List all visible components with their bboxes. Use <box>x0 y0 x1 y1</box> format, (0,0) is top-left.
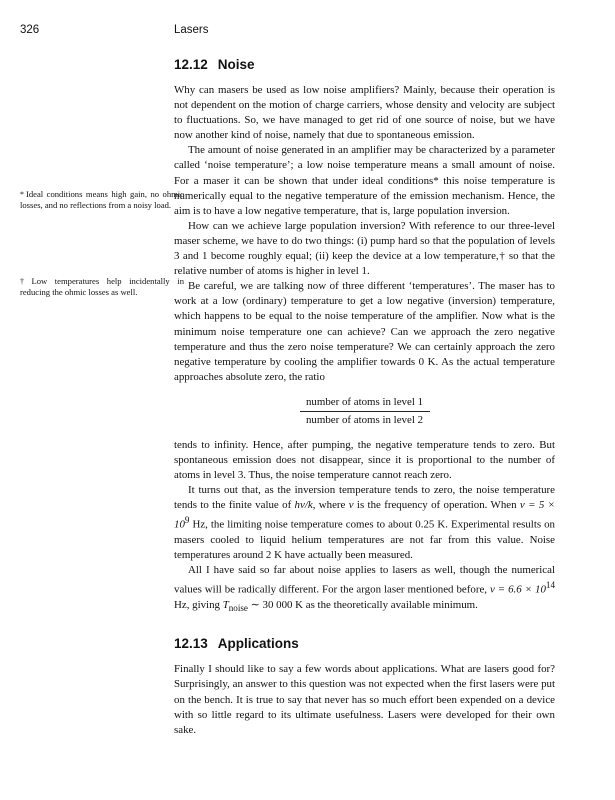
noise-paragraph-1: Why can masers be used as low noise amplifiers? Mainly, because their operation is not dependent on the motion of charge carriers, whose density and velocity are subject to fluctuations. So, we have managed to get rid of one source of noise, but we have now another kind of noise, namely that due to spontaneous emission. <box>174 84 555 142</box>
subscript-noise: noise <box>228 603 248 614</box>
noise-paragraph-2: The amount of noise generated in an amplifier may be characterized by a parameter called ‘noise temperature’; a low noise temperature means a small amount of noise. For a maser it can be shown that under ideal conditions* this noise temperature is numerically equal to the negative temperature of the emission mechanism. Hence, the aim is to have a low negative temperature, that is, large population inversion. <box>174 144 555 217</box>
text-run: It turns out that, as the inversion temperature tends to zero, the noise temperature tends to the finite value of <box>174 484 555 512</box>
sidenote-ideal-conditions <box>20 189 184 211</box>
exponent: 14 <box>545 580 555 591</box>
text-run: All I have said so far about noise applies to lasers as well, though the numerical values will be radically different. For the argon laser mentioned before, <box>174 564 555 596</box>
section-heading-noise <box>174 55 555 75</box>
text-run: Hz, giving <box>174 599 223 612</box>
ratio-fraction <box>300 395 430 428</box>
formula-nu-value: ν = 6.6 × 10 <box>489 583 546 596</box>
section-title: Applications <box>217 636 299 652</box>
sidenote-text: Low temperatures help incidentally in reducing the ohmic losses as well. <box>20 276 185 297</box>
formula-nu-value: ν = 5 × 10 <box>174 499 555 531</box>
symbol-t: T <box>222 599 229 612</box>
section-spacer <box>174 616 555 634</box>
exponent: 9 <box>184 515 190 526</box>
text-run: ∼ 30 000 K as the theoretically available minimum. <box>247 599 478 612</box>
text-run: Hz, the limiting noise temperature comes to about 0.25 K. Experimental results on masers cooled to liquid helium temperatures are not far from this value. Noise temperatures around 2 K have actually been measured. <box>174 518 555 562</box>
sidenote-mark: † <box>20 277 30 286</box>
fraction-bar <box>300 411 430 412</box>
applications-paragraph-1: Finally I should like to say a few words about applications. What are lasers good for? Surprisingly, an answer to this question was not expected when the first lasers were put on the bench. It is true to say that never has so much effort been expended on a device with so little regard to its ultimate usefulness. Lasers were developed for their own sake. <box>174 663 555 736</box>
section-title: Noise <box>217 57 255 72</box>
noise-paragraph-4: Be careful, we are talking now of three different ‘temperatures’. The maser has to work at a low (ordinary) temperature to get a low negative (inversion) temperature, which happens to be equal to the noise temperature of the amplifier. Now what is the minimum noise temperature one can achieve? Can we approach the zero negative temperature and thus the zero noise temperature? We can certainly approach the zero negative temperature by cooling the amplifier towards 0 K. As the actual temperature approaches absolute zero, the ratio <box>174 280 555 383</box>
fraction-denominator: number of atoms in level 2 <box>305 413 424 426</box>
section-number: 12.13 <box>174 636 208 652</box>
sidenote-text: Ideal conditions means high gain, no ohmic losses, and no reflections from a noisy load. <box>20 189 184 210</box>
page-number: 326 <box>20 24 40 36</box>
noise-paragraph-7 <box>174 563 555 616</box>
sidenote-low-temperatures <box>20 276 184 298</box>
sidenote-mark: * <box>20 190 24 199</box>
noise-paragraph-3: How can we achieve large population inversion? With reference to our three-level maser scheme, we have to do two things: (i) pump hard so that the population of levels 3 and 1 become roughly equal; (ii) keep the device at a low temperature,† so that the relative number of atoms is higher in level 1. <box>174 219 555 278</box>
running-title: Lasers <box>174 24 209 36</box>
noise-paragraph-6 <box>174 483 555 563</box>
symbol-nu: ν <box>348 499 354 512</box>
main-text-column <box>174 55 555 738</box>
section-number: 12.12 <box>174 57 208 72</box>
formula-h-nu-over-k: hν/k <box>294 499 313 512</box>
fraction-numerator: number of atoms in level 1 <box>305 395 424 408</box>
section-heading-applications <box>174 634 555 654</box>
text-run: , where <box>312 499 349 512</box>
text-run: is the frequency of operation. When <box>353 499 520 512</box>
noise-paragraph-5: tends to infinity. Hence, after pumping, the negative temperature tends to zero. But spontaneous emission does not disappear, since it is proportional to the number of atoms in level 3. Thus, the noise temperature cannot reach zero. <box>174 438 555 482</box>
